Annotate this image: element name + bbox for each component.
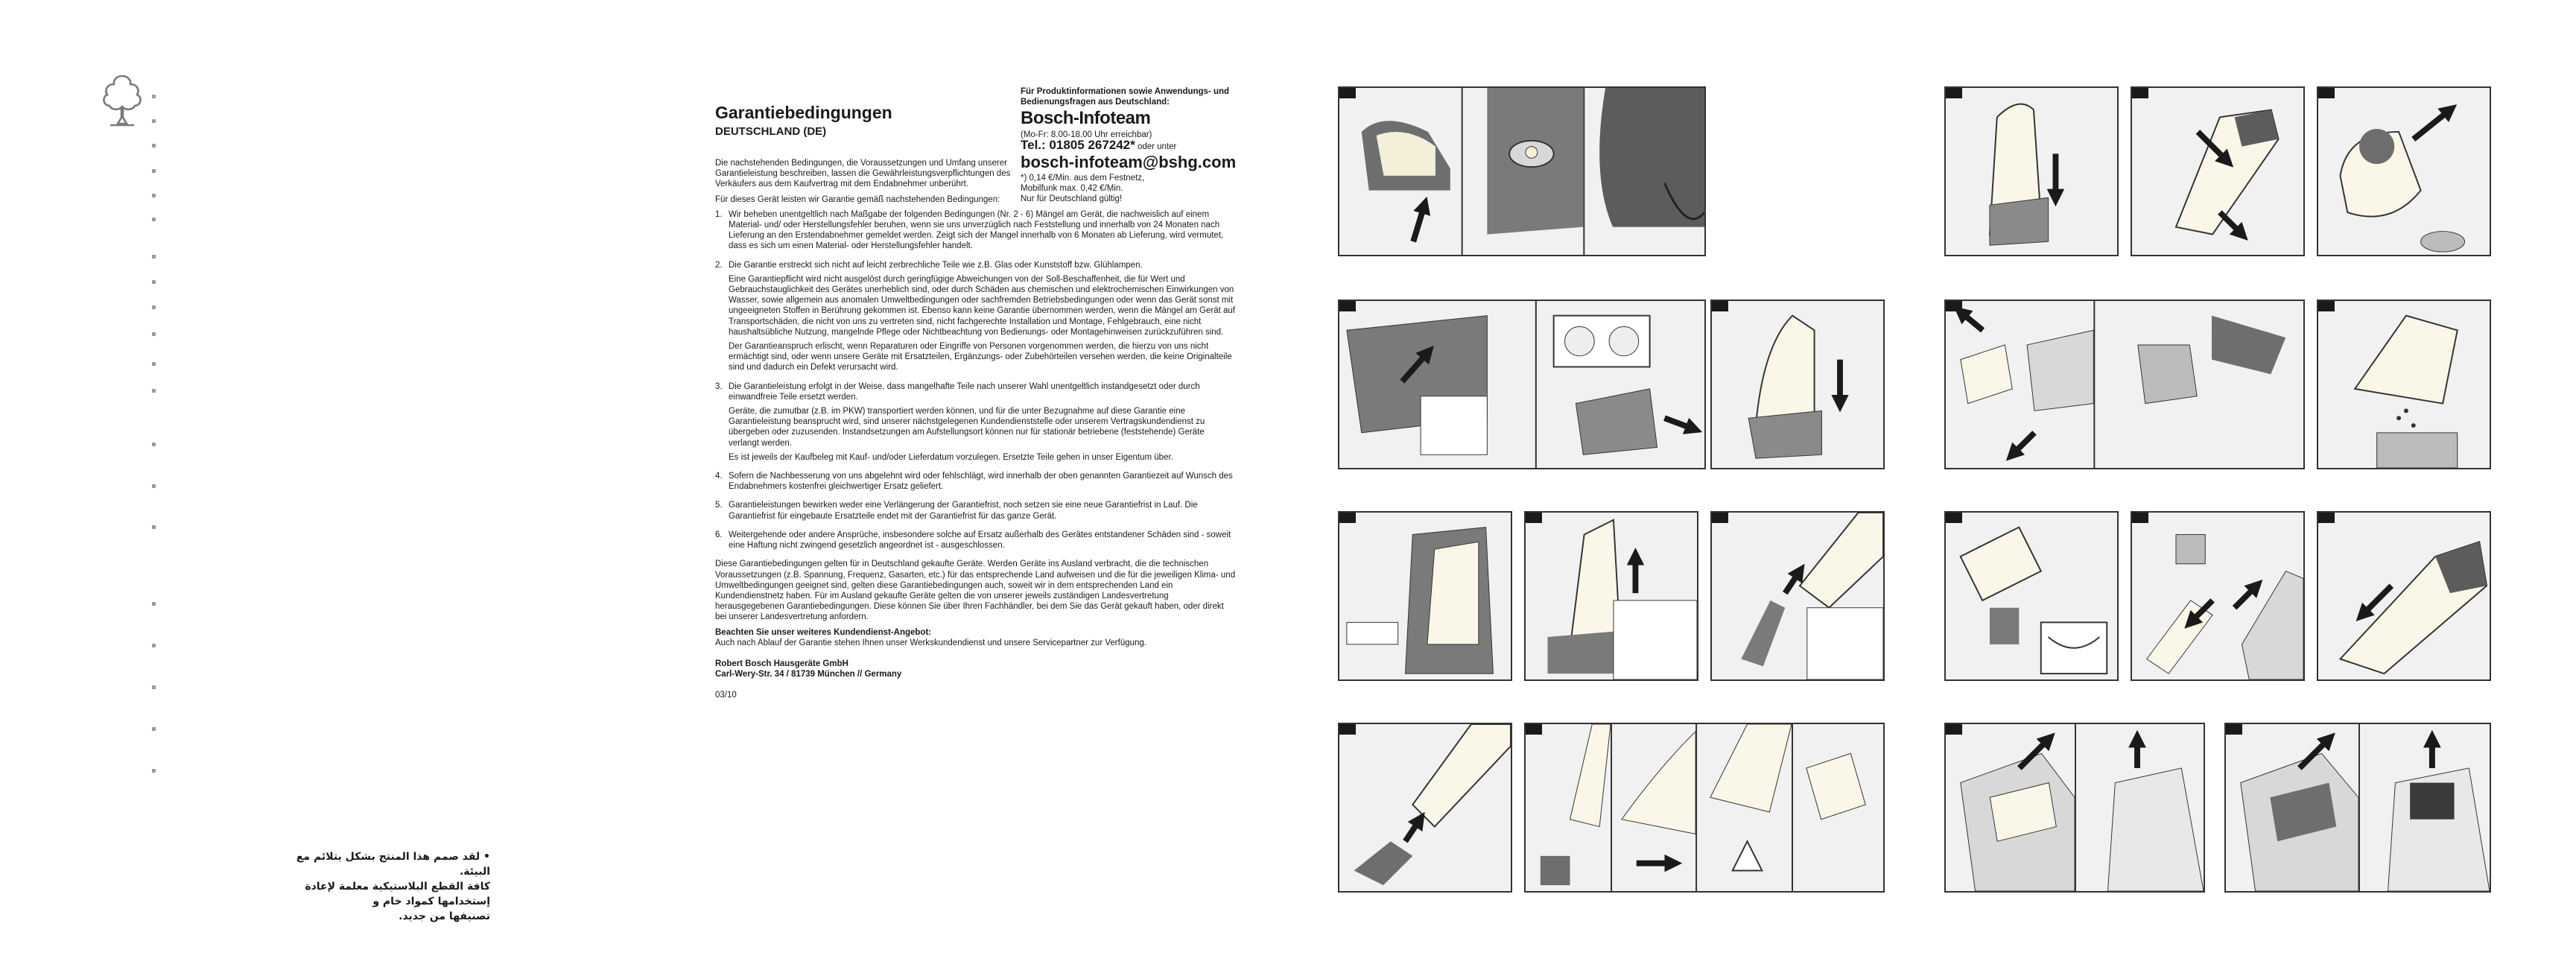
guarantee-item-paragraph: Die Garantieleistung erfolgt in der Weise, dass mangelhafte Teile nach unserer Wahl unentgeltlich instandgesetzt oder durch einwandfreie Teile ersetzt werden. <box>729 381 1200 402</box>
place-in-charger-illustration <box>1712 301 1883 468</box>
illustration-panel <box>2317 300 2491 469</box>
battery-disposal-illustration <box>2226 724 2490 891</box>
charger-base-wall-mount-illustration <box>1339 88 1704 255</box>
infoteam-hours: (Mo-Fr: 8.00-18.00 Uhr erreichbar) <box>1021 130 1152 139</box>
guarantee-item-number: 3. <box>715 381 723 391</box>
bullet <box>152 525 156 529</box>
company-address: Carl-Wery-Str. 34 / 81739 München // Germany <box>715 670 902 679</box>
guarantee-intro-2: Für dieses Gerät leisten wir Garantie gemäß nachstehenden Bedingungen: <box>715 194 1000 204</box>
illustration-panel <box>1338 723 1512 893</box>
guarantee-item-paragraph: Wir beheben unentgeltlich nach Maßgabe der folgenden Bedingungen (Nr. 2 - 6) Mängel am Gerät, die nachweislich auf einem Material- und/ oder Herstellungsfehler beruhen, wenn sie uns unverzüglich nach Feststellung und innerhalb von 24 Monaten nach Lieferung an den Erstendabnehmer gemeldet werden. Zeigt sich der Mangel innerhalb von 6 Monaten ab Lieferung, wird vermutet, dass es sich um einen Material- oder Herstellungsfehler handelt. <box>729 209 1224 251</box>
guarantee-item <box>715 260 1237 377</box>
guarantee-item-paragraph: Der Garantieanspruch erlischt, wenn Reparaturen oder Eingriffe von Personen vorgenommen werden, die hierzu von uns nicht ermächtigt sind, oder wenn unsere Geräte mit Ersatzteilen, Ergänzungs- oder Zubehörteilen versehen werden, die keine Originalteile sind und dadurch ein Defekt verursacht wird. <box>729 342 1232 373</box>
guarantee-item <box>715 530 1237 554</box>
insert-vacuum-illustration <box>1946 88 2117 255</box>
bullet <box>152 169 156 173</box>
guarantee-item-paragraph: Es ist jeweils der Kaufbeleg mit Kauf- und/oder Lieferdatum vorzulegen. Ersetzte Teile gehen in unser Eigentum über. <box>729 452 1173 462</box>
guarantee-item-text <box>729 471 1237 495</box>
guarantee-item-number: 4. <box>715 472 723 481</box>
filter-removal-illustration <box>1946 301 2303 468</box>
bullet <box>152 218 156 221</box>
bullet <box>152 119 156 123</box>
infobox-heading: Für Produktinformationen sowie Anwendungs- und Bedienungsfragen aus Deutschland: <box>1021 87 1230 107</box>
bullet <box>152 727 156 731</box>
arabic-line: • لقد صمم هذا المنتج بشكل يتلائم مع البيئة. <box>296 851 490 878</box>
arabic-line: تصنيفها من جديد. <box>399 910 490 922</box>
illustration-panel <box>1338 300 1706 469</box>
illustration-panel <box>1944 86 2119 256</box>
illustration-panel <box>1944 511 2119 681</box>
infoteam-email[interactable]: bosch-infoteam@bshg.com <box>1021 153 1237 171</box>
bullet <box>152 305 156 309</box>
empty-dust-container-illustration <box>2318 301 2490 468</box>
guarantee-item-number: 6. <box>715 530 723 539</box>
service-text: Auch nach Ablauf der Garantie stehen Ihnen unser Werkskundendienst und unsere Servicepartner zur Verfügung. <box>715 638 1146 647</box>
bullet <box>152 95 156 98</box>
charging-indicator-illustration <box>1339 513 1511 679</box>
bullet <box>152 769 156 773</box>
illustration-panel <box>1524 723 1885 893</box>
guarantee-item <box>715 471 1237 495</box>
illustration-panel <box>2224 723 2491 893</box>
illustration-panel <box>2317 86 2491 256</box>
infoteam-phone[interactable]: Tel.: 01805 267242* <box>1021 138 1135 152</box>
guarantee-item-text <box>729 500 1237 525</box>
close-container-illustration <box>2318 513 2490 679</box>
guarantee-item-paragraph: Garantieleistungen bewirken weder eine Verlängerung der Garantiefrist, noch setzen sie eine neue Garantiefrist in Lauf. Die Garantiefrist für eingebaute Ersatzteile endet mit der Garantiefrist für das ganze Gerät. <box>729 501 1198 521</box>
guarantee-item-paragraph: Die Garantie erstreckt sich nicht auf leicht zerbrechliche Teile wie z.B. Glas oder Kunststoff bzw. Glühlampen. <box>729 260 1143 270</box>
guarantee-item-number: 5. <box>715 501 723 510</box>
guarantee-item-text <box>729 530 1237 554</box>
guarantee-body <box>715 158 1237 706</box>
bullet <box>152 685 156 689</box>
guarantee-item-paragraph: Eine Garantiepflicht wird nicht ausgelöst durch geringfügige Abweichungen von der Soll-Beschaffenheit, die für Wert und Gebrauchstauglichkeit des Gerätes unerheblich sind, oder durch Schäden aus chemischen und elektrochemischen Einwirkungen von Wasser, sowie allgemein aus anomalen Umweltbedingungen oder sachfremden Betriebsbedingungen oder wenn das Gerät sonst mit ungeeigneten Stoffen in Berührung gekommen ist. Ebenso kann keine Garantie übernommen werden, wenn die Mängel am Gerät auf Transportschäden, die nicht von uns zu vertreten sind, nicht fachgerechte Installation und Montage, Fehlgebrauch, eine nicht haushaltsübliche Nutzung, mangelnde Pflege oder Nichtbeachtung von Bedienungs- oder Montagehinweisen zurückzuführen sind. <box>729 274 1235 337</box>
bullet <box>152 280 156 284</box>
infoteam-phone-suffix: oder unter <box>1137 142 1177 151</box>
illustration-panel <box>2131 86 2305 256</box>
bullet <box>152 362 156 366</box>
guarantee-item-paragraph: Weitergehende oder andere Ansprüche, insbesondere solche auf Ersatz außerhalb des Gerätes entstandener Schäden sind - soweit eine Haftung nicht zwingend gesetzlich angeordnet ist - ausgeschlossen. <box>729 530 1231 551</box>
illustration-panel <box>1710 300 1885 469</box>
guarantee-subtitle: DEUTSCHLAND (DE) <box>715 125 827 138</box>
illustration-panel <box>2317 511 2491 681</box>
open-container-illustration <box>2318 88 2490 255</box>
arabic-line: كافة القطع البلاستيكية معلمة لإعادة إستخدامها كمواد خام و <box>305 881 490 907</box>
bullet <box>152 332 156 336</box>
guarantee-title: Garantiebedingungen <box>715 103 892 122</box>
wash-filter-illustration <box>1946 513 2117 679</box>
guarantee-item <box>715 381 1237 466</box>
bullet <box>152 255 156 259</box>
crevice-nozzle-illustration <box>1339 724 1511 891</box>
guarantee-item-text <box>729 260 1237 377</box>
service-heading: Beachten Sie unser weiteres Kundendienst-Angebot: <box>715 627 932 637</box>
illustration-panel <box>1338 511 1512 681</box>
bullet <box>152 644 156 647</box>
infoteam-note: Nur für Deutschland gültig! <box>1021 194 1123 203</box>
guarantee-items <box>715 209 1237 554</box>
bullet <box>152 144 156 148</box>
illustration-panel <box>1944 723 2205 893</box>
company-name: Robert Bosch Hausgeräte GmbH <box>715 659 848 668</box>
guarantee-item-paragraph: Sofern die Nachbesserung von uns abgelehnt wird oder fehlschlägt, wird innerhalb der oben genannten Garantiezeit auf Wunsch des Endabnehmers kostenfrei gleichwertiger Ersatz geliefert. <box>729 472 1233 492</box>
reassemble-filter-illustration <box>2132 513 2303 679</box>
infoteam-note: *) 0,14 €/Min. aus dem Festnetz, <box>1021 174 1145 183</box>
bullet <box>152 484 156 488</box>
infoteam-note: Mobilfunk max. 0,42 €/Min. <box>1021 184 1123 193</box>
illustration-panel <box>1944 300 2305 469</box>
bullet <box>152 389 156 393</box>
attach-nozzle-illustration <box>1712 513 1883 679</box>
guarantee-item-number: 2. <box>715 260 723 270</box>
guarantee-item-number: 1. <box>715 209 723 219</box>
environment-tree-icon <box>95 72 149 131</box>
infoteam-brand: Bosch-Infoteam <box>1021 108 1151 128</box>
arabic-environment-note <box>267 849 490 924</box>
liquid-nozzle-illustration <box>1526 724 1883 891</box>
guarantee-item <box>715 500 1237 525</box>
battery-removal-illustration <box>1946 724 2204 891</box>
infoteam-box <box>1021 86 1244 204</box>
guarantee-item <box>715 209 1237 256</box>
illustration-panel <box>1524 511 1698 681</box>
guarantee-closing: Diese Garantiebedingungen gelten für in Deutschland gekaufte Geräte. Werden Geräte ins Ausland verbracht, die die technischen Voraussetzungen (z.B. Spannung, Frequenz, Gasarten, etc.) für das entsprechende Land aufweisen und die für die jeweiligen Klima- und Umweltbedingungen geeignet sind, gelten diese Garantiebedingungen auch, soweit wir in dem entsprechenden Land ein Kundendienstnetz haben. Für im Ausland gekaufte Geräte gelten die von unserer jeweils zuständigen Landesvertretung herausgegebenen Garantiebedingungen. Diese können Sie über Ihren Fachhändler, bei dem Sie das Gerät gekauft haben, oder direkt bei unserer Landesvertretung anfordern. <box>715 560 1236 622</box>
illustration-panel <box>1710 511 1885 681</box>
bullet <box>152 194 156 197</box>
guarantee-intro: Die nachstehenden Bedingungen, die Voraussetzungen und Umfang unserer Garantieleistung beschreiben, lassen die Gewährleistungsverpflichtungen des Verkäufers aus dem Kaufvertrag mit dem Endabnehmer unberührt. <box>715 159 1011 189</box>
remove-vacuum-illustration <box>2132 88 2303 255</box>
illustration-panel <box>1338 86 1706 256</box>
wall-mounting-illustration <box>1339 301 1704 468</box>
document-code: 03/10 <box>715 691 737 700</box>
lift-vacuum-illustration <box>1526 513 1697 679</box>
bullet <box>152 443 156 446</box>
guarantee-item-text <box>729 209 1237 256</box>
bullet <box>152 602 156 606</box>
illustration-panel <box>2131 511 2305 681</box>
guarantee-item-paragraph: Geräte, die zumutbar (z.B. im PKW) transportiert werden können, und für die unter Bezugnahme auf diese Garantie eine Garantieleistung beansprucht wird, sind unserer nächstgelegenen Kundendienststelle oder unserem Vertragskundendienst zu übergeben oder zuzusenden. Instandsetzungen am Aufstellungsort können nur für stationär betriebene (feststehende) Geräte verlangt werden. <box>729 407 1205 448</box>
guarantee-item-text <box>729 381 1237 466</box>
